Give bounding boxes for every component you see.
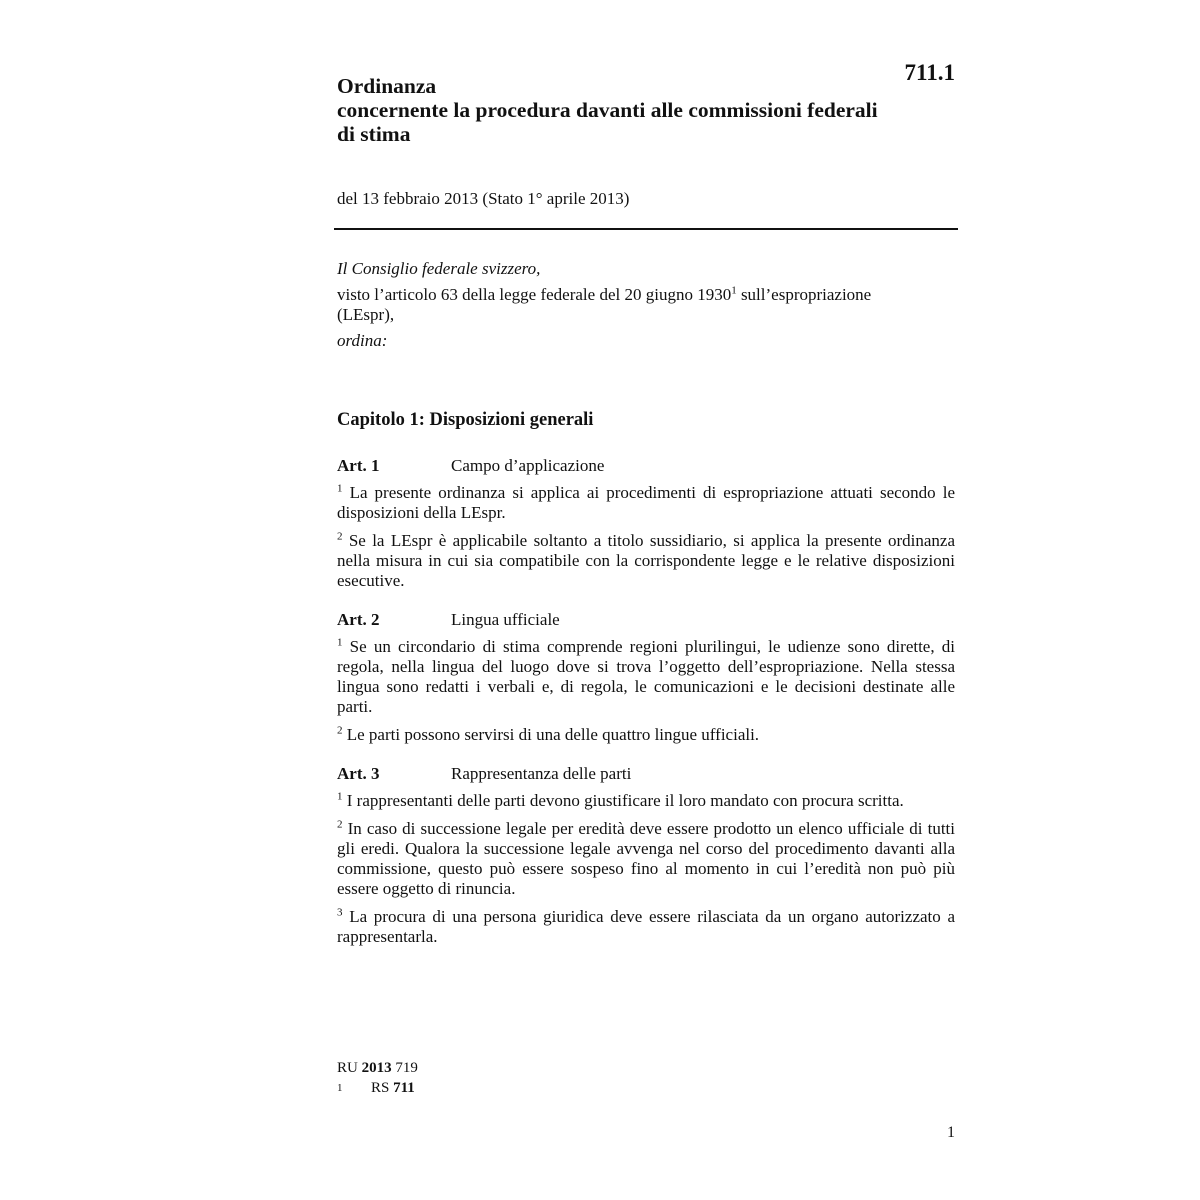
paragraph-number: 1: [337, 482, 343, 495]
preamble-basis-text-cont: sull’espropriazione: [736, 285, 872, 304]
article-number: Art. 2: [337, 610, 380, 629]
document-number: 711.1: [904, 60, 955, 85]
title-line-1: Ordinanza: [337, 74, 437, 98]
paragraph-text: Se un circondario di stima comprende regioni plurilingui, le udienze sono dirette, di regola, nella lingua del luogo dove si trova l’oggetto dell’espropriazione. Nella stessa lingua sono redatti i verbali e, di regola, le comunicazioni e le decisioni destinate alle parti.: [337, 637, 955, 716]
ru-year: 2013: [361, 1060, 392, 1076]
article-heading: [337, 763, 955, 785]
article-title: Campo d’applicazione: [451, 456, 605, 475]
article-1: [337, 455, 955, 591]
footnote-ref-number: 711: [393, 1080, 415, 1096]
article-title: Rappresentanza delle parti: [451, 764, 632, 783]
footnote-1: [337, 1078, 418, 1098]
article-title: Lingua ufficiale: [451, 610, 560, 629]
preamble-basis-line2: (LEspr),: [337, 305, 395, 324]
article-paragraph: [337, 531, 955, 591]
preamble: [337, 259, 959, 357]
footnote-number: 1: [337, 1082, 343, 1094]
document-body: [337, 408, 955, 965]
paragraph-number: 2: [337, 530, 343, 543]
preamble-basis: [337, 285, 959, 325]
paragraph-text: Le parti possono servirsi di una delle quattro lingue ufficiali.: [342, 725, 760, 744]
paragraph-text: La presente ordinanza si applica ai procedimenti di espropriazione attuati secondo le disposizioni della LEspr.: [337, 483, 955, 522]
article-number: Art. 3: [337, 764, 380, 783]
article-paragraph: [337, 483, 955, 523]
article-paragraph: [337, 819, 955, 899]
article-heading: [337, 455, 955, 477]
ru-prefix: RU: [337, 1060, 362, 1076]
paragraph-number: 1: [337, 790, 343, 803]
chapter-title: Capitolo 1: Disposizioni generali: [337, 410, 594, 430]
document-date: del 13 febbraio 2013 (Stato 1° aprile 2013): [337, 189, 630, 208]
footnote-ref[interactable]: 1: [731, 284, 737, 297]
article-paragraph: [337, 907, 955, 947]
footnote-text: [371, 1078, 415, 1098]
preamble-ordains: ordina:: [337, 331, 388, 350]
paragraph-text: In caso di successione legale per eredità deve essere prodotto un elenco ufficiale di tutti gli eredi. Qualora la successione legale avvenga nel corso del procedimento davanti alla commissione, questo può essere sospeso fino al momento in cui l’eredità non può più essere oggetto di rinuncia.: [337, 819, 955, 898]
article-2: [337, 609, 955, 745]
paragraph-number: 1: [337, 636, 343, 649]
paragraph-text: La procura di una persona giuridica deve essere rilasciata da un organo autorizzato a rappresentarla.: [337, 907, 955, 946]
header-divider: [334, 228, 958, 230]
preamble-authority: Il Consiglio federale svizzero,: [337, 259, 541, 278]
official-collection-ref: [337, 1058, 418, 1078]
footnote-prefix: RS: [371, 1080, 394, 1096]
preamble-basis-text: visto l’articolo 63 della legge federale del 20 giugno 1930: [337, 285, 732, 304]
article-paragraph: [337, 725, 955, 745]
paragraph-number: 2: [337, 818, 343, 831]
article-number: Art. 1: [337, 456, 380, 475]
paragraph-text: I rappresentanti delle parti devono giustificare il loro mandato con procura scritta.: [342, 791, 904, 810]
paragraph-number: 3: [337, 906, 343, 919]
footnotes: [337, 1058, 418, 1098]
paragraph-number: 2: [337, 724, 343, 737]
document-title: [337, 74, 967, 146]
page-number: 1: [947, 1124, 955, 1141]
title-line-3: di stima: [337, 122, 411, 146]
ru-page: 719: [391, 1060, 418, 1076]
title-line-2: concernente la procedura davanti alle commissioni federali: [337, 98, 878, 122]
article-paragraph: [337, 791, 955, 811]
paragraph-text: Se la LEspr è applicabile soltanto a titolo sussidiario, si applica la presente ordinanza nella misura in cui sia compatibile con la corrispondente legge e le relative disposizioni esecutive.: [337, 531, 955, 590]
article-paragraph: [337, 637, 955, 717]
article-heading: [337, 609, 955, 631]
article-3: [337, 763, 955, 947]
